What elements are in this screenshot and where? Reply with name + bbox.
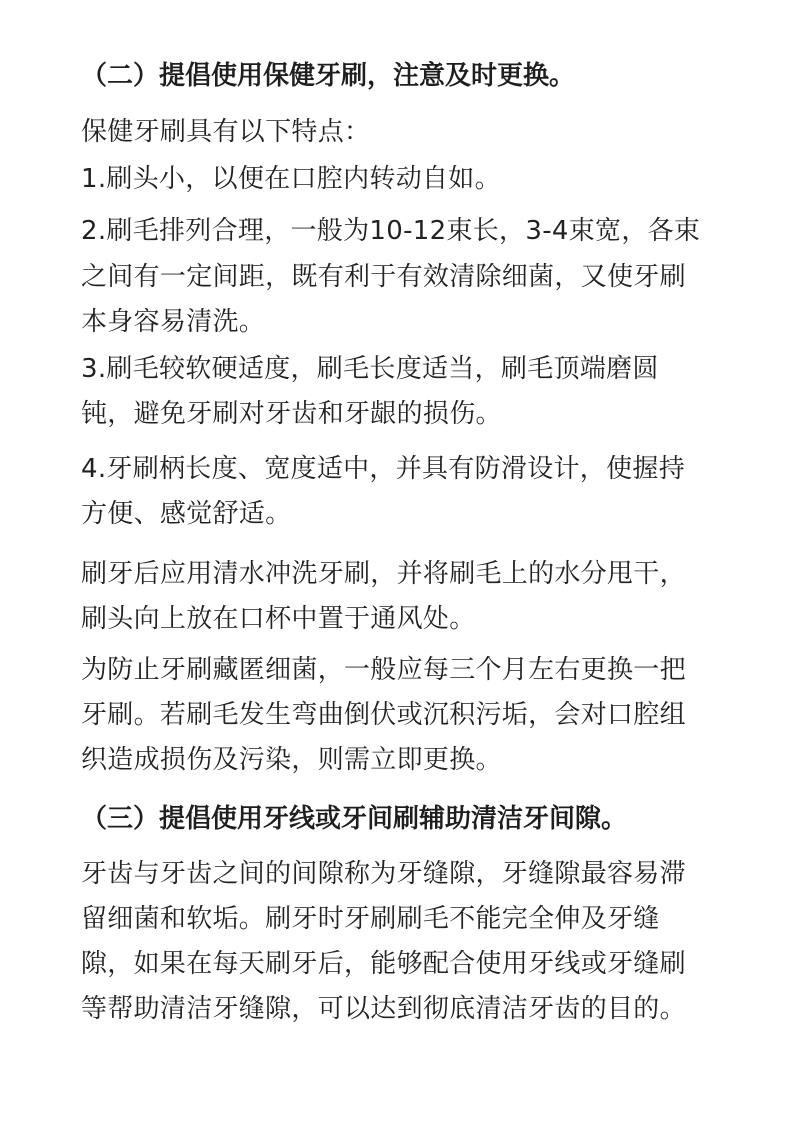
interdental-paragraph-line-2: 留细菌和软垢。刷牙时牙刷刷毛不能完全伸及牙缝 — [81, 904, 660, 934]
section-2-heading: （二）提倡使用保健牙刷，注意及时更换。 — [81, 61, 576, 91]
care-paragraph-line-1: 刷牙后应用清水冲洗牙刷，并将刷毛上的水分甩干， — [81, 559, 686, 589]
feature-point-1: 1.刷头小，以便在口腔内转动自如。 — [81, 164, 501, 194]
features-intro: 保健牙刷具有以下特点： — [81, 117, 371, 147]
feature-point-3-line-2: 钝，避免牙刷对牙齿和牙龈的损伤。 — [81, 399, 502, 429]
feature-point-2-line-1: 2.刷毛排列合理，一般为10-12束长，3-4束宽，各束 — [81, 216, 701, 246]
care-paragraph-line-2: 刷头向上放在口杯中置于通风处。 — [81, 604, 476, 634]
replace-paragraph-line-2: 牙刷。若刷毛发生弯曲倒伏或沉积污垢，会对口腔组 — [81, 700, 686, 730]
feature-point-2-line-3: 本身容易清洗。 — [81, 307, 266, 337]
interdental-paragraph-line-4: 等帮助清洁牙缝隙，可以达到彻底清洁牙齿的目的。 — [81, 994, 686, 1024]
feature-point-4-line-1: 4.牙刷柄长度、宽度适中，并具有防滑设计，使握持 — [81, 454, 686, 484]
interdental-paragraph-line-1: 牙齿与牙齿之间的间隙称为牙缝隙，牙缝隙最容易滞 — [81, 859, 686, 889]
section-3-heading: （三）提倡使用牙线或牙间刷辅助清洁牙间隙。 — [81, 804, 628, 834]
replace-paragraph-line-1: 为防止牙刷藏匿细菌，一般应每三个月左右更换一把 — [81, 655, 686, 685]
interdental-paragraph-line-3: 隙，如果在每天刷牙后，能够配合使用牙线或牙缝刷 — [81, 949, 686, 979]
feature-point-2-line-2: 之间有一定间距，既有利于有效清除细菌，又使牙刷 — [81, 262, 686, 292]
feature-point-3-line-1: 3.刷毛较软硬适度，刷毛长度适当，刷毛顶端磨圆 — [81, 354, 659, 384]
feature-point-4-line-2: 方便、感觉舒适。 — [81, 499, 292, 529]
replace-paragraph-line-3: 织造成损伤及污染，则需立即更换。 — [81, 745, 502, 775]
